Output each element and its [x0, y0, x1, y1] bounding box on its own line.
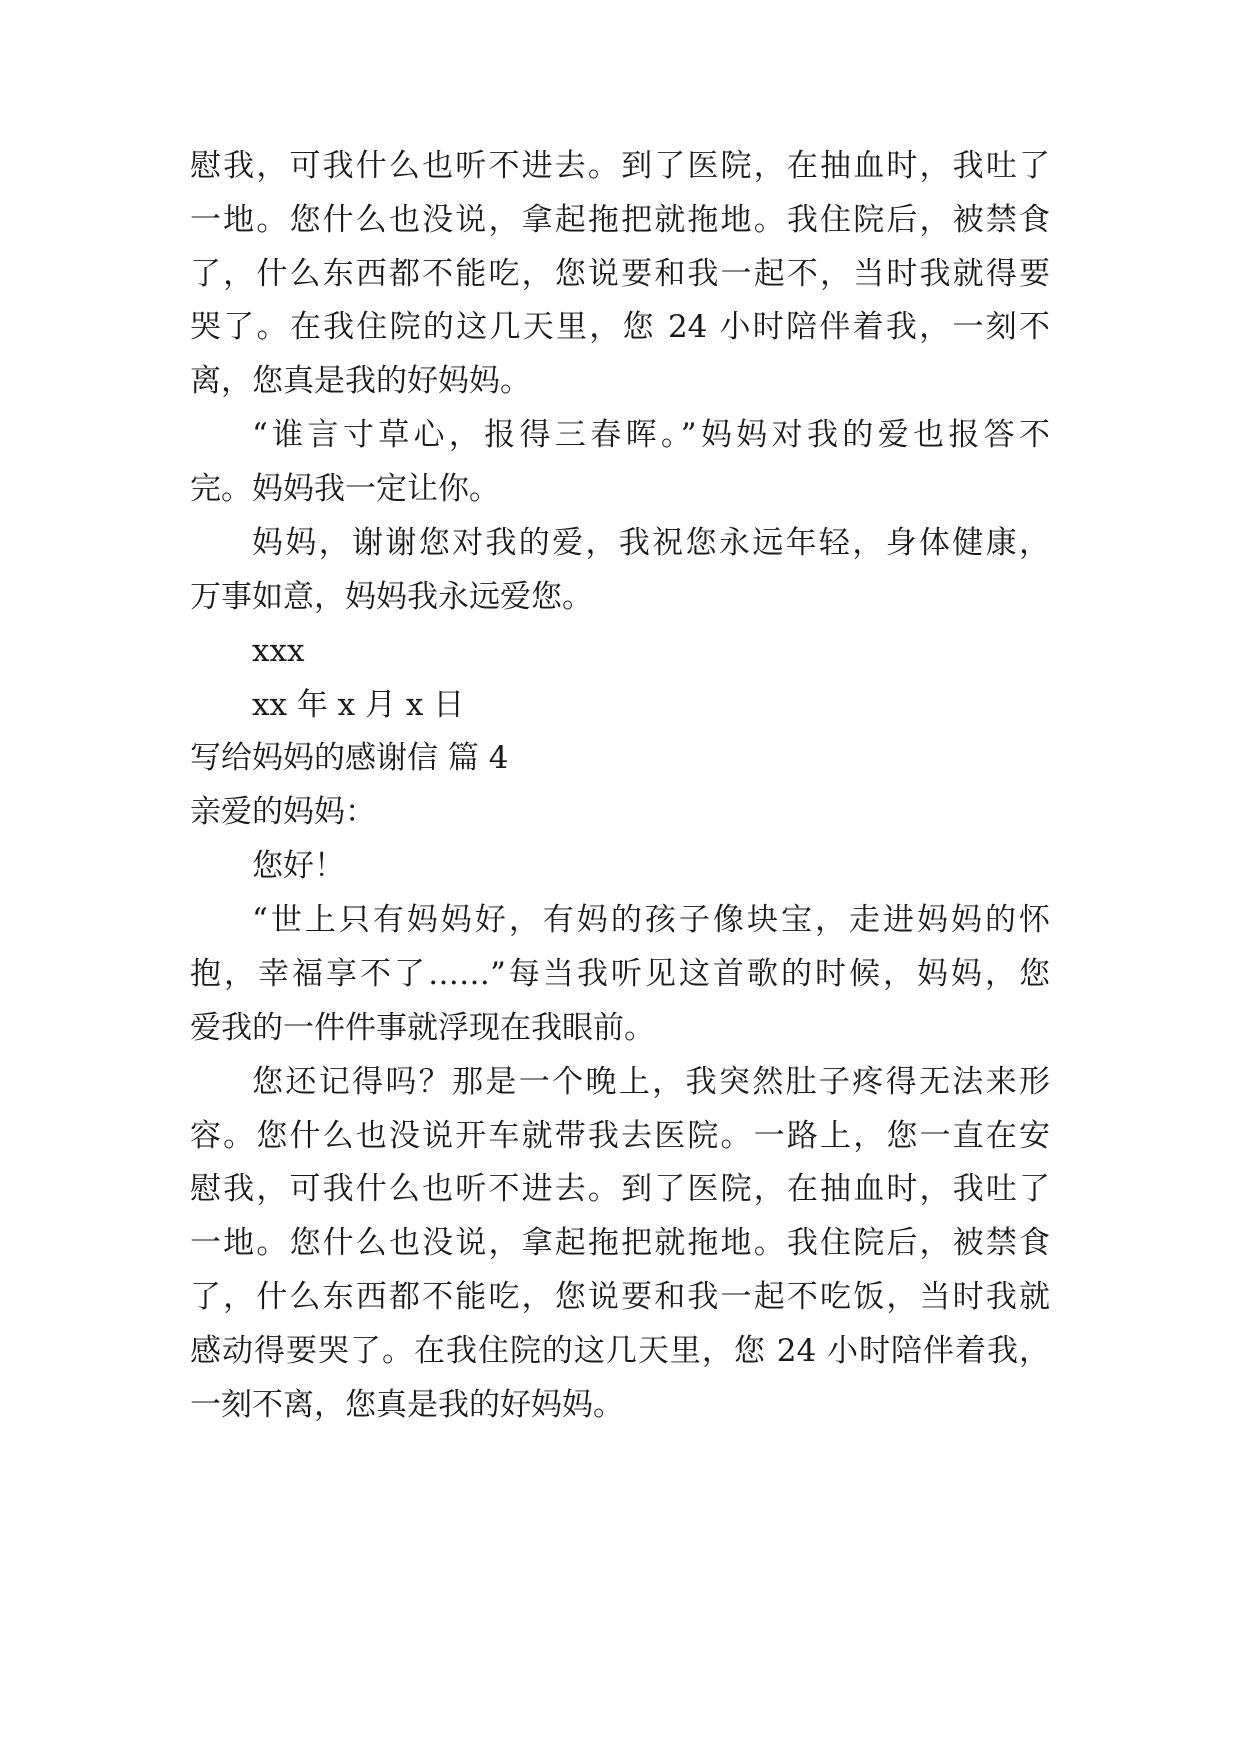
- signature-date: xx 年 x 月 x 日: [252, 687, 465, 723]
- text-line: 了，什么东西都不能吃，您说要和我一起不吃饭，当时我就: [190, 1279, 1050, 1315]
- section-heading: 写给妈妈的感谢信 篇 4: [190, 740, 509, 776]
- greeting: 您好！: [252, 848, 345, 884]
- text-line: 一刻不离，您真是我的好妈妈。: [190, 1387, 624, 1423]
- text-line: 您还记得吗？那是一个晚上，我突然肚子疼得无法来形: [252, 1064, 1050, 1100]
- text-line: 慰我，可我什么也听不进去。到了医院，在抽血时，我吐了: [190, 148, 1050, 184]
- text-line: 万事如意，妈妈我永远爱您。: [190, 579, 593, 615]
- text-line: 一地。您什么也没说，拿起拖把就拖地。我住院后，被禁食: [190, 202, 1050, 238]
- text-line: 完。妈妈我一定让你。: [190, 471, 500, 507]
- text-line: 妈妈，谢谢您对我的爱，我祝您永远年轻，身体健康，: [252, 525, 1050, 561]
- text-line: 感动得要哭了。在我住院的这几天里，您 24 小时陪伴着我，: [190, 1333, 1050, 1369]
- text-line: 容。您什么也没说开车就带我去医院。一路上，您一直在安: [190, 1118, 1050, 1154]
- text-line: 离，您真是我的好妈妈。: [190, 363, 531, 399]
- text-line: 慰我，可我什么也听不进去。到了医院，在抽血时，我吐了: [190, 1171, 1050, 1207]
- text-line: 抱，幸福享不了……”每当我听见这首歌的时候，妈妈，您: [190, 956, 1050, 992]
- text-line: 爱我的一件件事就浮现在我眼前。: [190, 1010, 655, 1046]
- text-line: 哭了。在我住院的这几天里，您 24 小时陪伴着我，一刻不: [190, 309, 1050, 345]
- text-line: 一地。您什么也没说，拿起拖把就拖地。我住院后，被禁食: [190, 1225, 1050, 1261]
- text-line: “谁言寸草心，报得三春晖。”妈妈对我的爱也报答不: [252, 417, 1050, 453]
- text-line: 了，什么东西都不能吃，您说要和我一起不，当时我就得要: [190, 256, 1050, 292]
- signature-name: xxx: [252, 633, 305, 669]
- text-line: “世上只有妈妈好，有妈的孩子像块宝，走进妈妈的怀: [252, 902, 1050, 938]
- salutation: 亲爱的妈妈：: [190, 794, 376, 830]
